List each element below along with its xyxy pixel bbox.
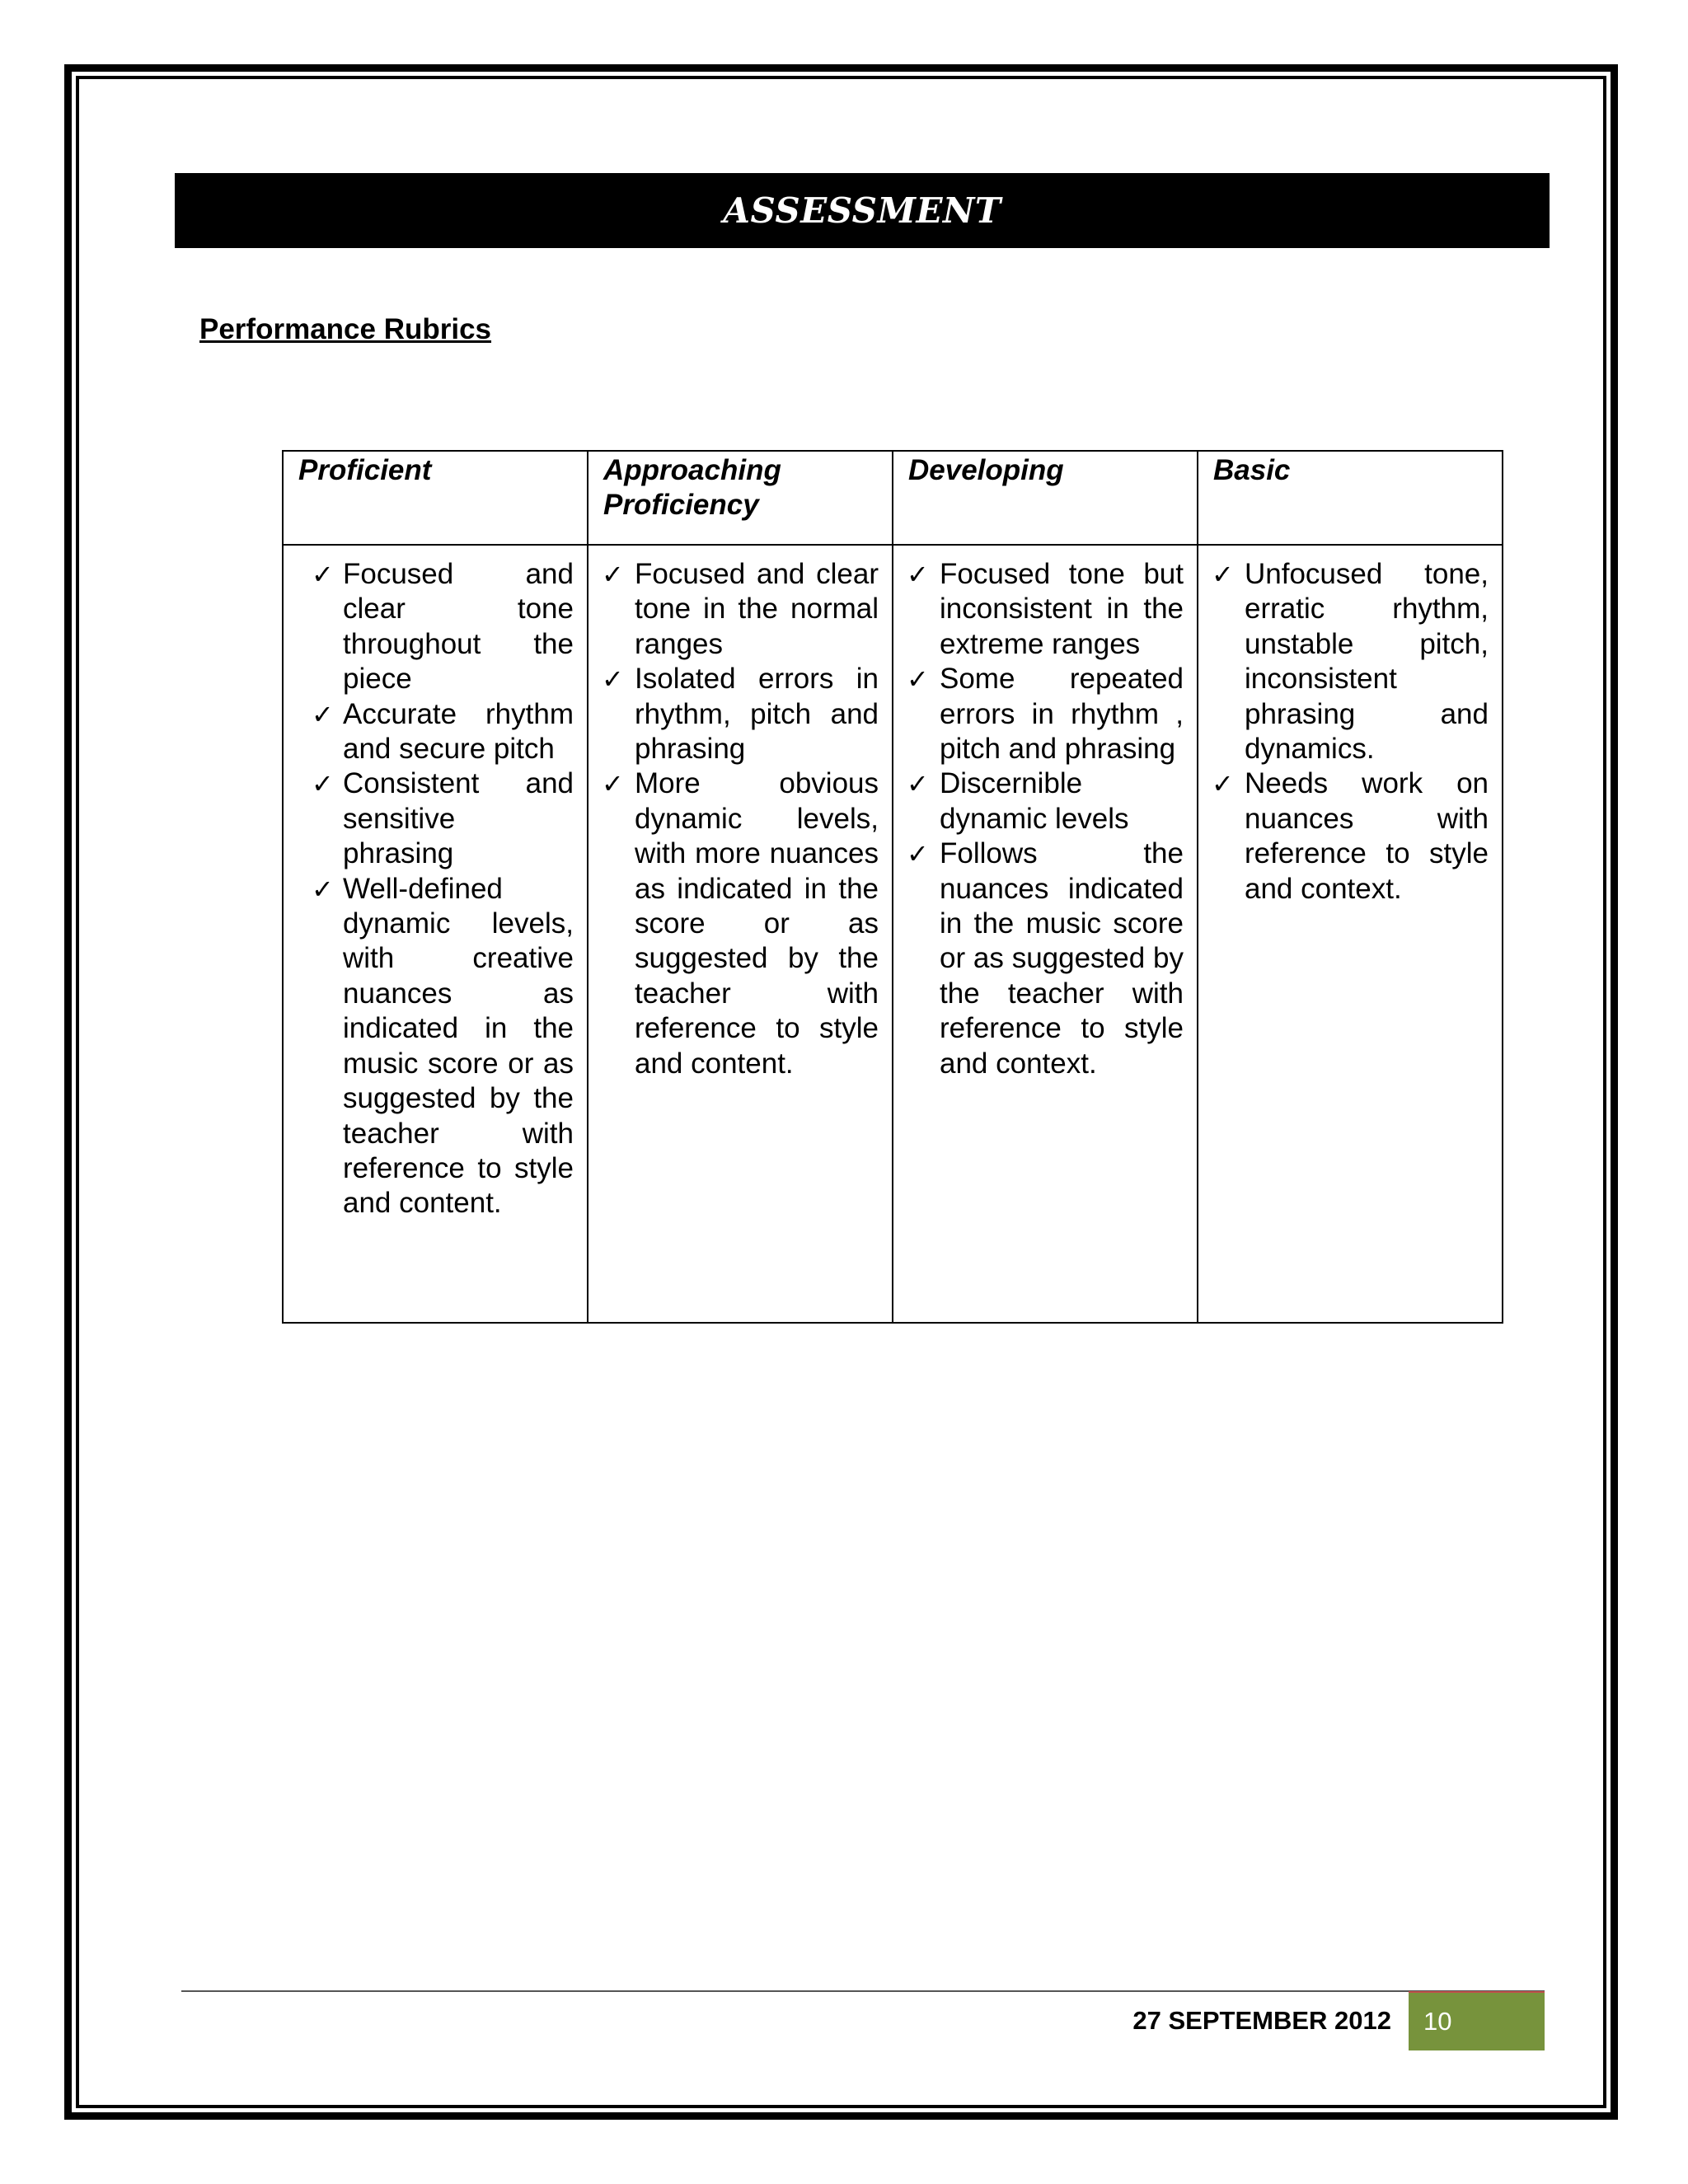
criterion-text: Accurate rhythm and secure pitch	[343, 697, 574, 766]
list-item	[297, 697, 574, 767]
footer-date: 27 SEPTEMBER 2012	[1132, 2006, 1391, 2035]
criteria-list	[297, 557, 574, 1221]
list-item	[1212, 557, 1489, 766]
checkmark-icon: ✓	[907, 838, 929, 870]
column-header-label: Proficient	[298, 454, 432, 486]
list-item	[907, 662, 1184, 766]
checkmark-icon: ✓	[312, 698, 334, 730]
checkmark-icon: ✓	[602, 559, 624, 590]
list-item	[907, 557, 1184, 662]
rubric-heading: Performance Rubrics	[199, 313, 492, 345]
cell-developing	[893, 545, 1198, 1323]
criterion-text: Needs work on nuances with reference to style and context.	[1245, 767, 1489, 905]
list-item	[602, 766, 879, 1081]
checkmark-icon: ✓	[907, 559, 929, 590]
criterion-text: Focused and clear tone in the normal ranges	[635, 558, 879, 660]
banner-title: ASSESSMENT	[723, 190, 1001, 231]
page-number-label: 10	[1423, 2007, 1452, 2036]
criteria-list	[1212, 557, 1489, 907]
checkmark-icon: ✓	[602, 768, 624, 800]
list-item	[1212, 766, 1489, 907]
criterion-text: Consistent and sensitive phrasing	[343, 767, 574, 870]
cell-basic	[1198, 545, 1503, 1323]
checkmark-icon: ✓	[1212, 768, 1234, 800]
column-header-approaching	[588, 451, 893, 545]
criterion-text: More obvious dynamic levels, with more nuances as indicated in the score or as suggested by the teacher with reference to style and content.	[635, 767, 879, 1080]
column-header-proficient	[283, 451, 588, 545]
list-item	[297, 557, 574, 697]
page-number	[1409, 1993, 1545, 2050]
list-item	[907, 766, 1184, 837]
footer-divider	[181, 1990, 1545, 1992]
column-header-developing	[893, 451, 1198, 545]
rubric-criteria-row	[283, 545, 1503, 1323]
list-item	[602, 662, 879, 766]
criterion-text: Unfocused tone, erratic rhythm, unstable pitch, inconsistent phrasing and dynamics.	[1245, 558, 1489, 766]
criteria-list	[602, 557, 879, 1081]
column-header-basic	[1198, 451, 1503, 545]
checkmark-icon: ✓	[602, 663, 624, 696]
criterion-text: Follows the nuances indicated in the music score or as suggested by the teacher with reference to style and context.	[940, 837, 1184, 1080]
checkmark-icon: ✓	[1212, 559, 1234, 590]
rubric-header-row	[283, 451, 1503, 545]
cell-proficient	[283, 545, 588, 1323]
list-item	[297, 872, 574, 1221]
checkmark-icon: ✓	[312, 873, 334, 905]
checkmark-icon: ✓	[312, 768, 334, 800]
column-header-label: Developing	[908, 454, 1064, 486]
criterion-text: Some repeated errors in rhythm , pitch and phrasing	[940, 663, 1184, 766]
checkmark-icon: ✓	[907, 663, 929, 696]
list-item	[907, 837, 1184, 1081]
column-header-label: Basic	[1213, 454, 1291, 486]
criterion-text: Discernible dynamic levels	[940, 767, 1129, 835]
criterion-text: Isolated errors in rhythm, pitch and phrasing	[635, 663, 879, 766]
performance-rubric-table	[282, 450, 1503, 1324]
checkmark-icon: ✓	[907, 768, 929, 800]
criteria-list	[907, 557, 1184, 1081]
criterion-text: Focused and clear tone throughout the piece	[343, 558, 574, 696]
criterion-text: Well-defined dynamic levels, with creative nuances as indicated in the music score or as suggested by the teacher with reference to style and content.	[343, 872, 574, 1220]
cell-approaching	[588, 545, 893, 1323]
list-item	[602, 557, 879, 662]
criterion-text: Focused tone but inconsistent in the extreme ranges	[940, 558, 1184, 660]
column-header-label: Approaching Proficiency	[603, 454, 781, 521]
section-banner	[175, 173, 1550, 248]
list-item	[297, 766, 574, 871]
checkmark-icon: ✓	[312, 559, 334, 590]
